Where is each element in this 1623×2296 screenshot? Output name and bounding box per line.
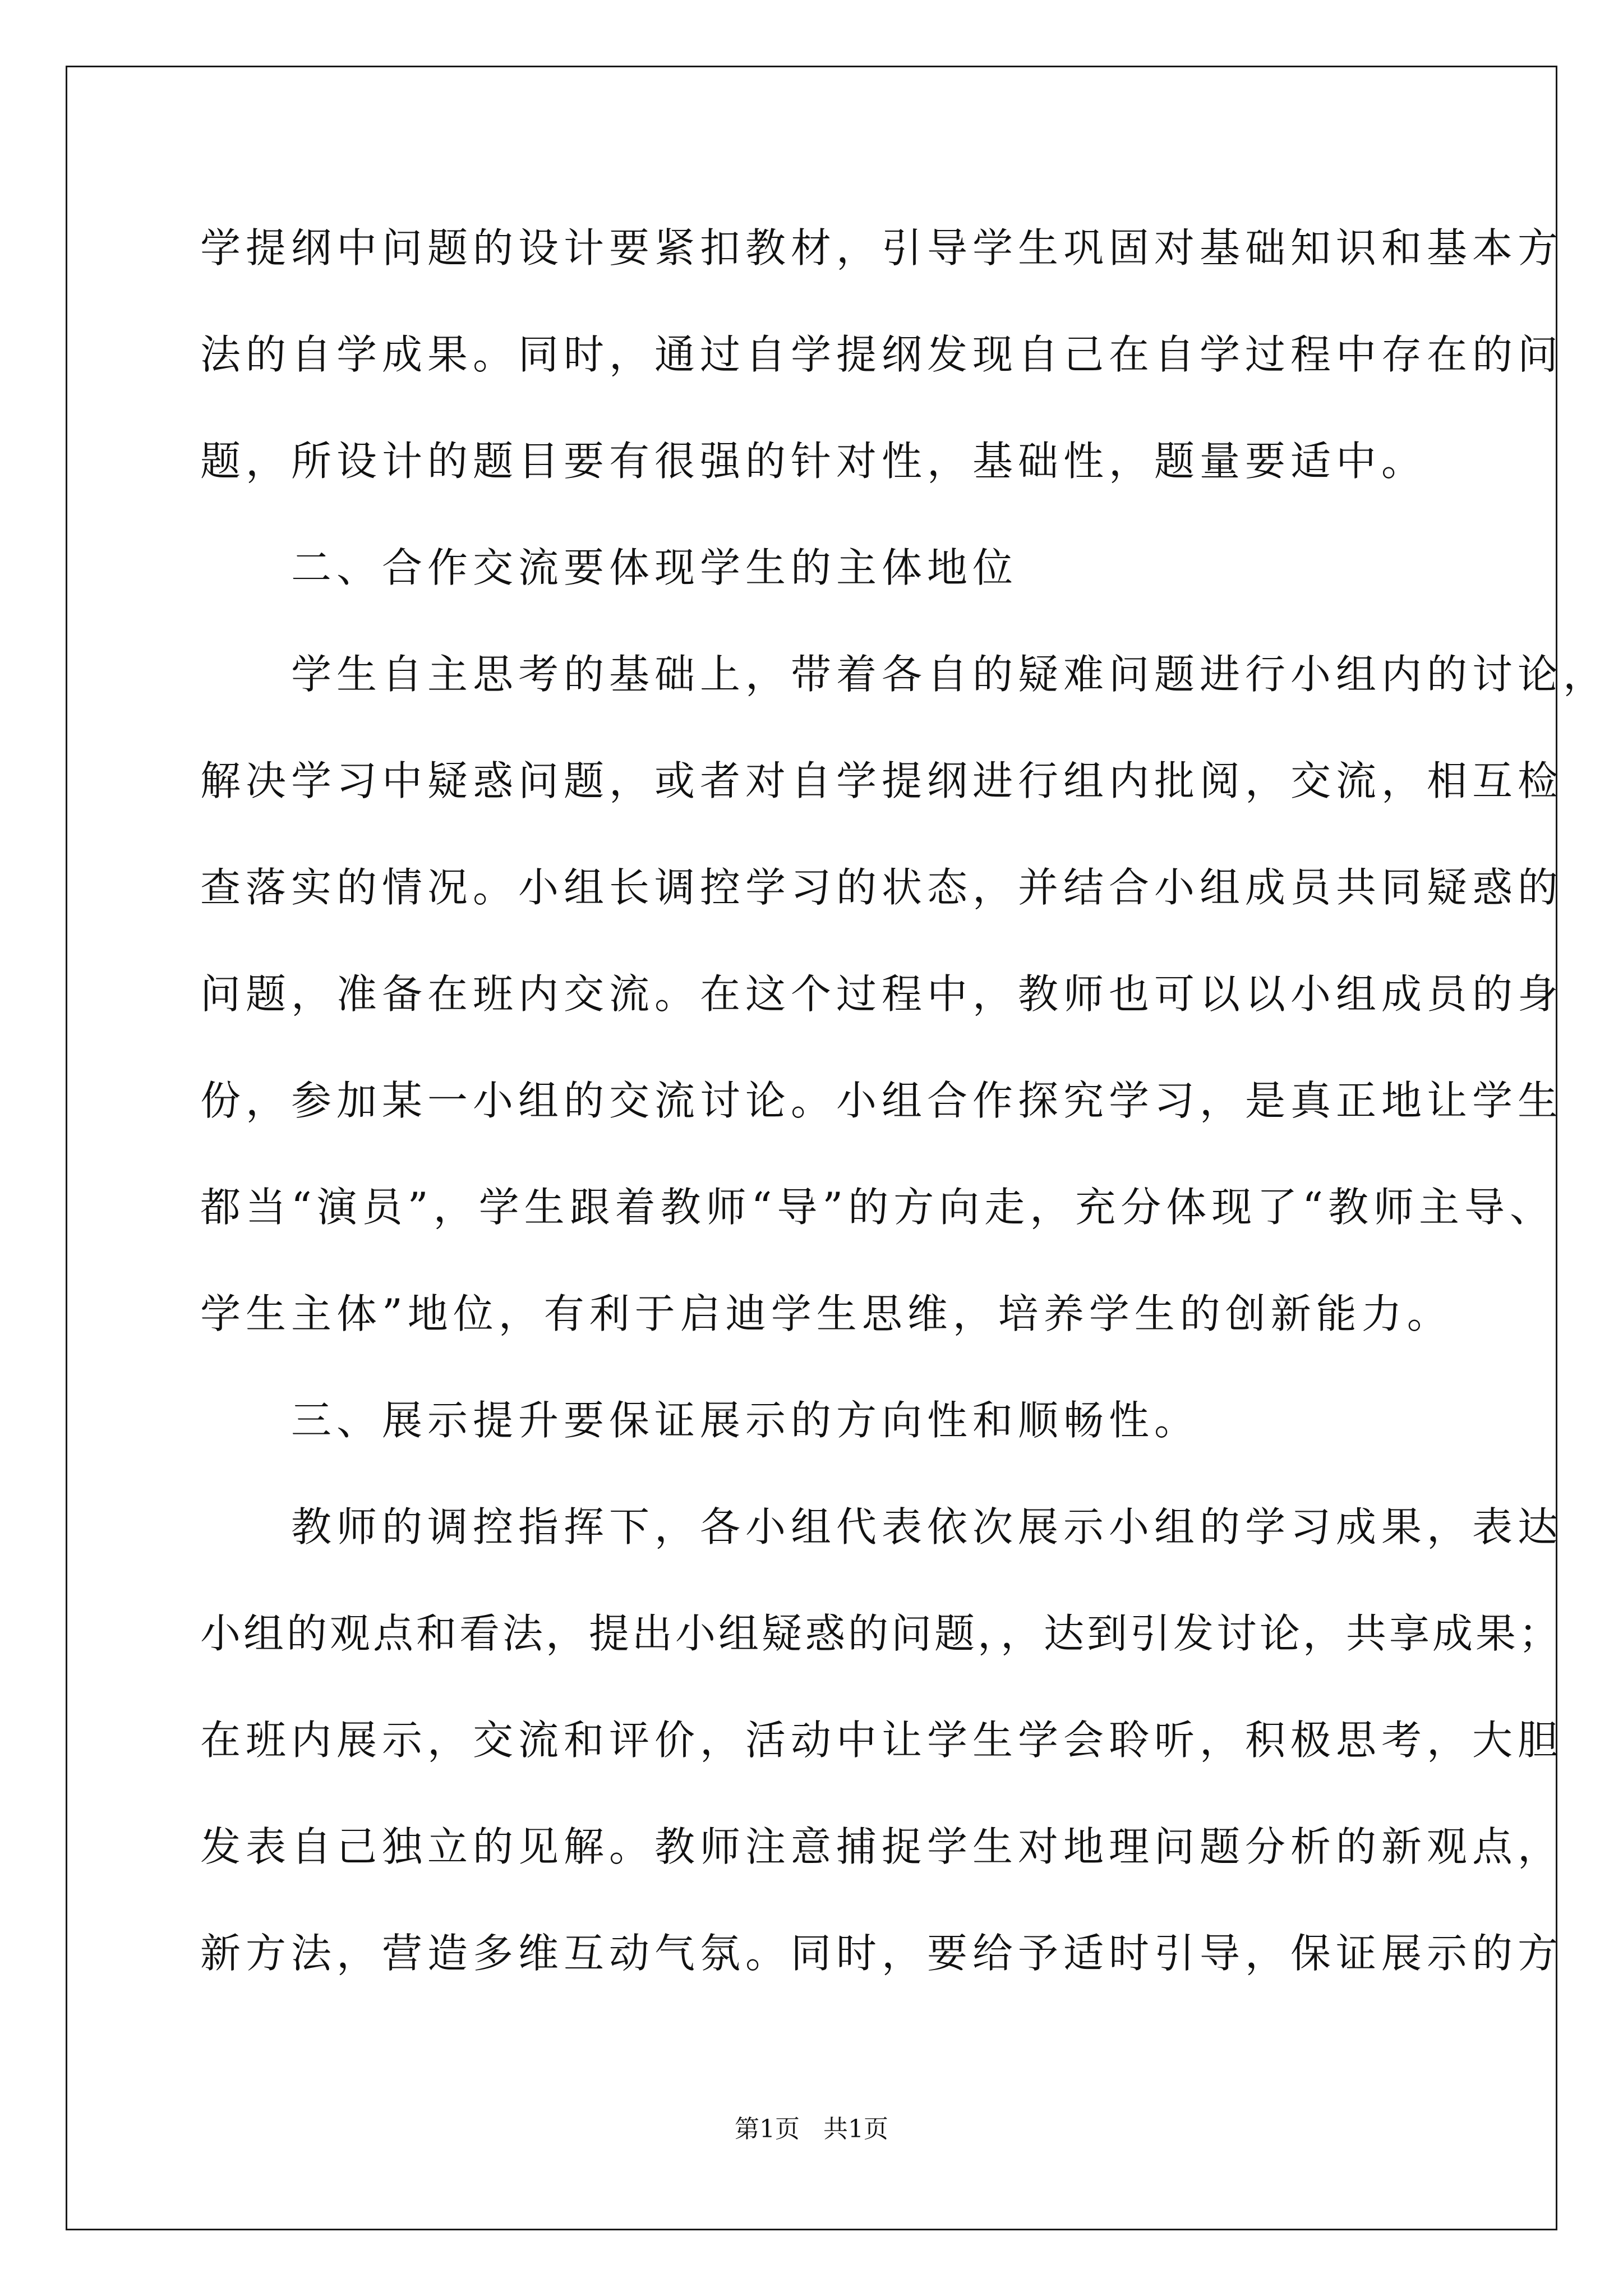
body-line-5: 学生自主思考的基础上，带着各自的疑难问题进行小组内的讨论， <box>200 651 1609 698</box>
body-line-7: 查落实的情况。小组长调控学习的状态，并结合小组成员共同疑惑的 <box>200 864 1564 911</box>
page-number: 第1页 <box>735 2115 800 2143</box>
page-border <box>66 66 1609 2230</box>
body-line-10: 都当“演员”，学生跟着教师“导”的方向走，充分体现了“教师主导、 <box>200 1184 1556 1231</box>
body-line-6: 解决学习中疑惑问题，或者对自学提纲进行组内批阅，交流，相互检 <box>200 757 1564 804</box>
body-line-13: 教师的调控指挥下，各小组代表依次展示小组的学习成果，表达 <box>200 1503 1564 1550</box>
body-line-17: 新方法，营造多维互动气氛。同时，要给予适时引导，保证展示的方 <box>200 1930 1564 1977</box>
body-line-16: 发表自己独立的见解。教师注意捕捉学生对地理问题分析的新观点， <box>200 1823 1564 1870</box>
body-line-3: 题，所设计的题目要有很强的针对性，基础性，题量要适中。 <box>200 438 1427 485</box>
body-line-11: 学生主体”地位，有利于启迪学生思维，培养学生的创新能力。 <box>200 1290 1453 1337</box>
page-total: 共1页 <box>823 2115 888 2143</box>
section-heading-3: 三、展示提升要保证展示的方向性和顺畅性。 <box>200 1397 1200 1444</box>
body-line-2: 法的自学成果。同时，通过自学提纲发现自己在自学过程中存在的问 <box>200 331 1564 378</box>
page-footer <box>0 2113 1623 2146</box>
body-line-1: 学提纲中问题的设计要紧扣教材，引导学生巩固对基础知识和基本方 <box>200 224 1564 272</box>
section-heading-2: 二、合作交流要体现学生的主体地位 <box>200 544 1018 591</box>
body-line-15: 在班内展示，交流和评价，活动中让学生学会聆听，积极思考，大胆 <box>200 1717 1564 1764</box>
body-line-9: 份，参加某一小组的交流讨论。小组合作探究学习，是真正地让学生 <box>200 1077 1564 1124</box>
body-line-8: 问题，准备在班内交流。在这个过程中，教师也可以以小组成员的身 <box>200 970 1564 1018</box>
body-line-14: 小组的观点和看法，提出小组疑惑的问题，，达到引发讨论，共享成果； <box>200 1610 1562 1657</box>
